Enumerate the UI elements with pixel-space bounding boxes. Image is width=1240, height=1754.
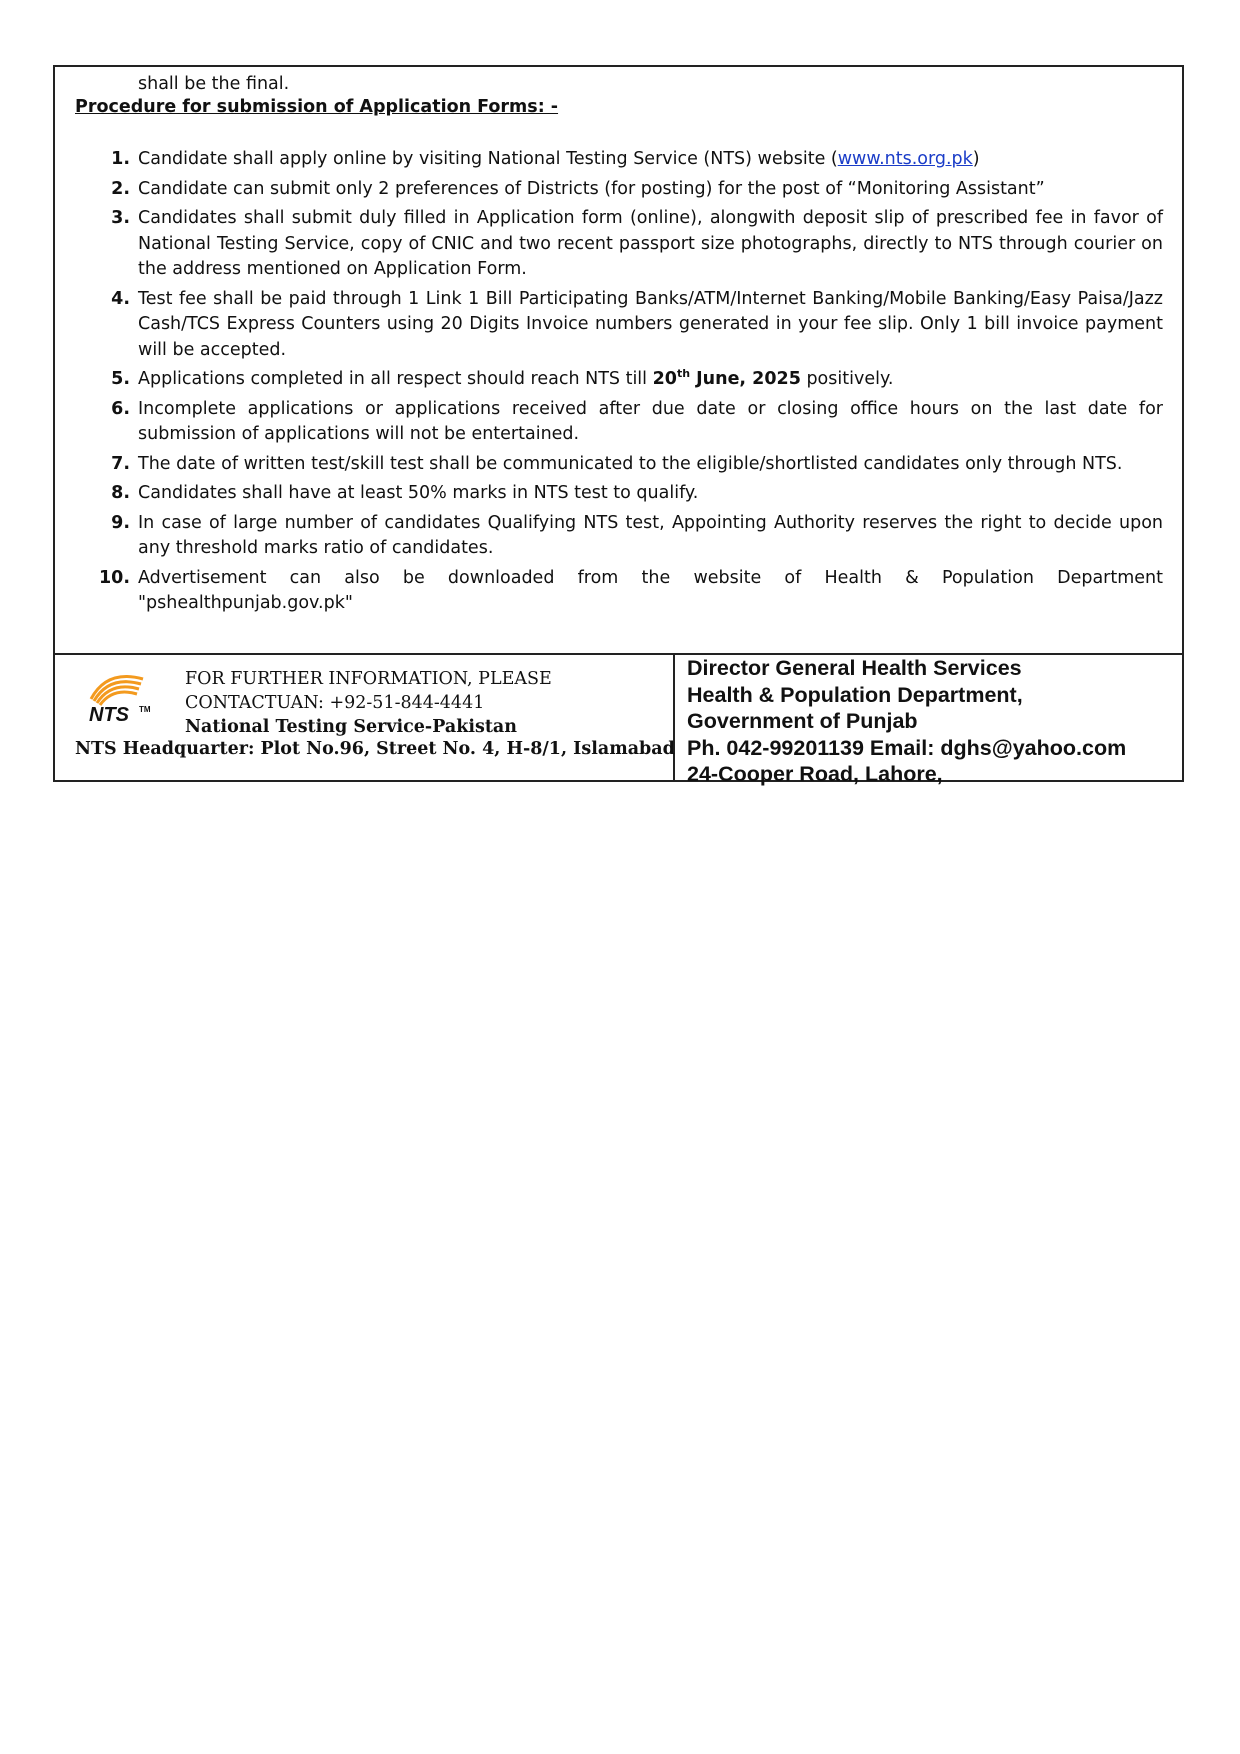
department-name: Health & Population Department,: [687, 682, 1023, 707]
list-item: [55, 481, 1163, 507]
item-text: Candidate can submit only 2 preferences of Districts (for posting) for the post of “Monitoring Assistant”: [138, 178, 1045, 199]
list-item: [55, 287, 1163, 364]
item-text: Candidates shall have at least 50% marks in NTS test to qualify.: [138, 483, 699, 503]
list-item: [55, 452, 1163, 478]
item-number: 10.: [98, 567, 130, 588]
list-item: [55, 177, 1163, 203]
list-item: [55, 206, 1163, 283]
item-text: Candidates shall submit duly filled in Application form (online), alongwith deposit slip of prescribed fee in favor of National Testing Service, copy of CNIC and two recent passport size photographs, directly to NTS through courier on the address mentioned on Application Form.: [138, 208, 1163, 279]
deadline-date: June, 2025: [690, 369, 801, 389]
procedure-list: [55, 147, 1163, 621]
item-number: 2.: [111, 178, 130, 199]
item-text: Applications completed in all respect should reach NTS till: [138, 369, 653, 389]
director-info: [687, 655, 1126, 788]
item-number: 3.: [111, 208, 130, 228]
nts-logo-graphic: [83, 665, 155, 725]
headquarter-address: NTS Headquarter: Plot No.96, Street No. 4, H-8/1, Islamabad: [75, 739, 675, 759]
list-item: [55, 147, 1163, 173]
item-number: 5.: [111, 369, 130, 389]
item-text: In case of large number of candidates Qualifying NTS test, Appointing Authority reserves the right to decide upon any threshold marks ratio of candidates.: [138, 512, 1163, 558]
director-address: 24-Cooper Road, Lahore,: [687, 762, 943, 786]
item-text-end: ): [972, 149, 980, 169]
deadline-day: 20: [652, 369, 677, 389]
list-item: [55, 566, 1163, 617]
item-text: The date of written test/skill test shall be communicated to the eligible/shortlisted candidates only through NTS.: [138, 453, 1123, 474]
item-number: 6.: [111, 398, 130, 419]
section-heading: Procedure for submission of Application Forms: -: [75, 97, 559, 117]
advertisement-box: [53, 65, 1184, 786]
director-panel: [675, 653, 1182, 786]
director-contact: Ph. 042-99201139 Email: dghs@yahoo.com: [687, 735, 1127, 760]
director-title: Director General Health Services: [687, 656, 1022, 680]
list-item: [55, 397, 1163, 448]
nts-website-link[interactable]: www.nts.org.pk: [837, 149, 973, 169]
nts-contact-panel: [55, 653, 675, 782]
nts-logo-tm: TM: [139, 705, 151, 714]
item-number: 9.: [111, 512, 130, 533]
item-number: 1.: [111, 149, 130, 169]
organization-name: National Testing Service-Pakistan: [185, 717, 517, 737]
item-number: 4.: [111, 288, 130, 309]
procedure-section: [55, 67, 1182, 655]
item-text: Incomplete applications or applications received after due date or closing office hours on the last date for submission of applications will not be entertained.: [138, 398, 1163, 444]
item-text: Advertisement can also be downloaded from the website of Health & Population Department "pshealthpunjab.gov.pk": [138, 567, 1163, 613]
item-number: 7.: [111, 453, 130, 474]
item-text-end: positively.: [800, 369, 894, 389]
contact-info: [185, 667, 552, 739]
nts-logo: [83, 665, 155, 725]
item-text: Candidate shall apply online by visiting National Testing Service (NTS) website (: [138, 149, 838, 169]
item-number: 8.: [111, 483, 130, 503]
continuation-text: shall be the final.: [138, 74, 290, 94]
item-text: Test fee shall be paid through 1 Link 1 Bill Participating Banks/ATM/Internet Banking/Mobile Banking/Easy Paisa/Jazz Cash/TCS Express Counters using 20 Digits Invoice numbers generated in your fee slip. Only 1 bill invoice payment will be accepted.: [138, 288, 1163, 360]
deadline-day-suffix: th: [676, 367, 691, 381]
list-item: [55, 367, 1163, 393]
government-name: Government of Punjab: [687, 709, 918, 733]
contact-phone: CONTACTUAN: +92-51-844-4441: [185, 693, 485, 713]
list-item: [55, 511, 1163, 562]
contact-line: FOR FURTHER INFORMATION, PLEASE: [185, 669, 552, 689]
nts-logo-text: NTS: [89, 704, 129, 725]
